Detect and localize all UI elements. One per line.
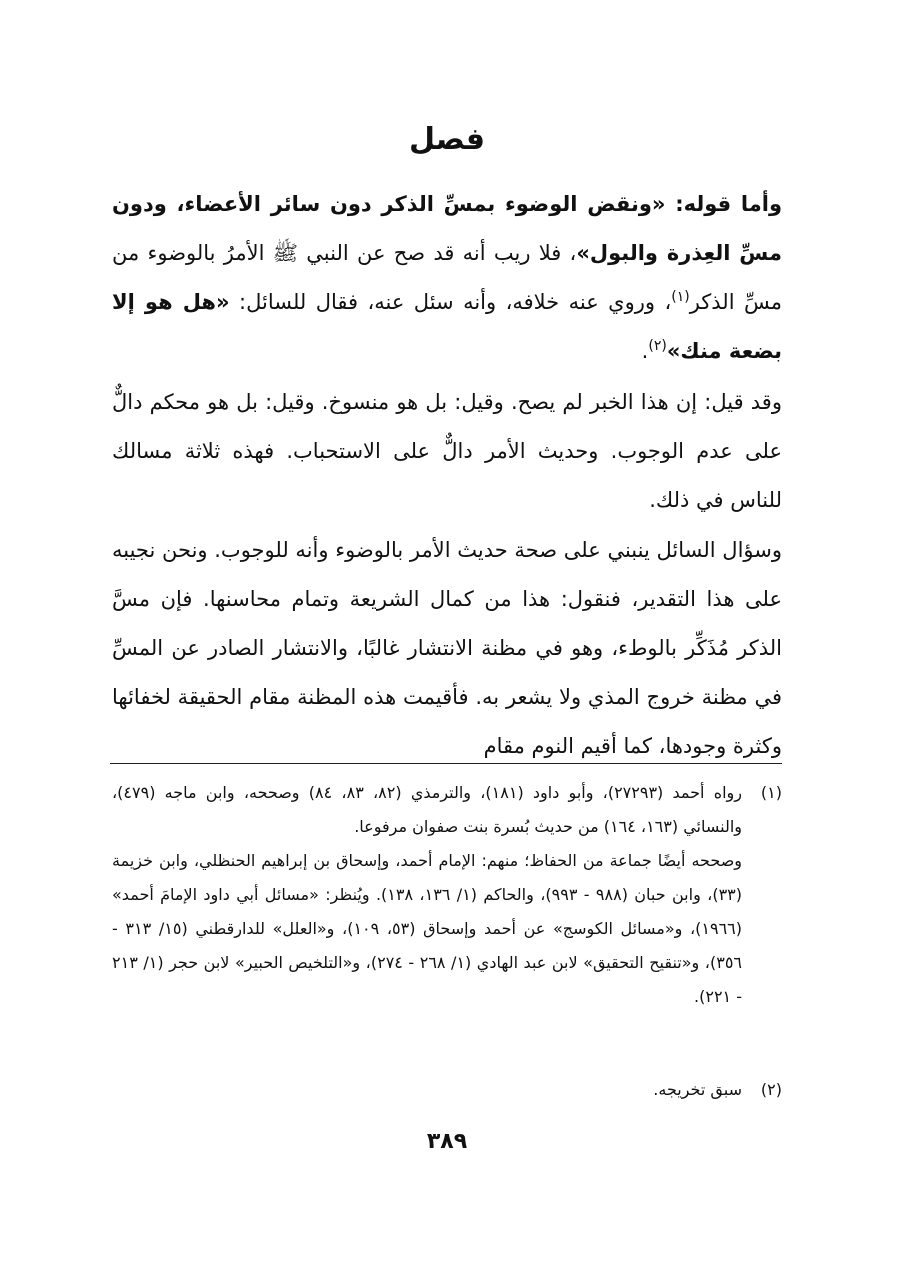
section-heading: فصل <box>409 122 485 157</box>
paragraph-1 <box>112 180 782 376</box>
paragraph-text: . <box>641 339 649 363</box>
footnote-text: رواه أحمد (٢٧٢٩٣)، وأبو داود (١٨١)، والترمذي (٨٢، ٨٣، ٨٤) وصححه، وابن ماجه (٤٧٩)، والنسائي (١٦٣، ١٦٤) من حديث بُسرة بنت صفوان مرفوعا. <box>112 783 743 836</box>
paragraph-text: ، فلا ريب أنه قد صح عن النبي ﷺ الأمرُ بالوضوء من مسِّ الذكر <box>112 241 782 314</box>
footnote-ref-1[interactable]: (١) <box>671 289 690 305</box>
page-number: ٣٨٩ <box>426 1129 468 1154</box>
footnote-text: وصححه أيضًا جماعة من الحفاظ؛ منهم: الإمام أحمد، وإسحاق بن إبراهيم الحنظلي، وابن خزيمة (٣٣)، وابن حبان (٩٨٨ - ٩٩٣)، والحاكم (١/ ١٣٦، ١٣٨). ويُنظر: «مسائل أبي داود الإمامَ أحمد» (١٩٦٦)، و«مسائل الكوسج» عن أحمد وإسحاق (٥٣، ١٠٩)، و«العلل» للدارقطني (١٥/ ٣١٣ - ٣٥٦)، و«تنقيح التحقيق» لابن عبد الهادي (١/ ٢٦٨ - ٢٧٤)، و«التلخيص الحبير» لابن حجر (١/ ٢١٣ - ٢٢١). <box>112 851 743 1006</box>
footnote-separator <box>110 763 782 764</box>
paragraph-2: وقد قيل: إن هذا الخبر لم يصح. وقيل: بل هو منسوخ. وقيل: بل هو محكم دالٌّ على عدم الوجوب. وحديث الأمر دالٌّ على الاستحباب. فهذه ثلاثة مسالك للناس في ذلك. <box>112 390 782 512</box>
footnote-number: (٢) <box>760 1080 782 1099</box>
paragraph-text: ، وروي عنه خلافه، وأنه سئل عنه، فقال للسائل: <box>229 290 672 314</box>
paragraph-3: وسؤال السائل ينبني على صحة حديث الأمر بالوضوء وأنه للوجوب. ونحن نجيبه على هذا التقدير، فنقول: هذا من كمال الشريعة وتمام محاسنها. فإن مسَّ الذكر مُذَكِّر بالوطء، وهو في مظنة الانتشار غالبًا، والانتشار الصادر عن المسِّ في مظنة خروج المذي ولا يشعر به. فأقيمت هذه المظنة مقام الحقيقة لخفائها وكثرة وجودها، كما أقيم النوم مقام <box>112 538 782 758</box>
footnote-ref-2[interactable]: (٢) <box>648 338 667 354</box>
footnote-1 <box>112 776 782 1014</box>
footnote-text: سبق تخريجه. <box>653 1080 742 1099</box>
book-page <box>112 0 782 1271</box>
footnote-2 <box>112 1073 782 1107</box>
bold-quote: وأما قوله: «ونقض الوضوء بمسِّ الذكر دون سائر الأعضاء، ودون مسِّ العِذرة والبول» <box>112 192 782 265</box>
footnote-number: (١) <box>760 783 782 802</box>
footnote-body <box>112 776 742 1014</box>
bold-quote: «هل هو إلا بضعة منك» <box>112 290 782 363</box>
